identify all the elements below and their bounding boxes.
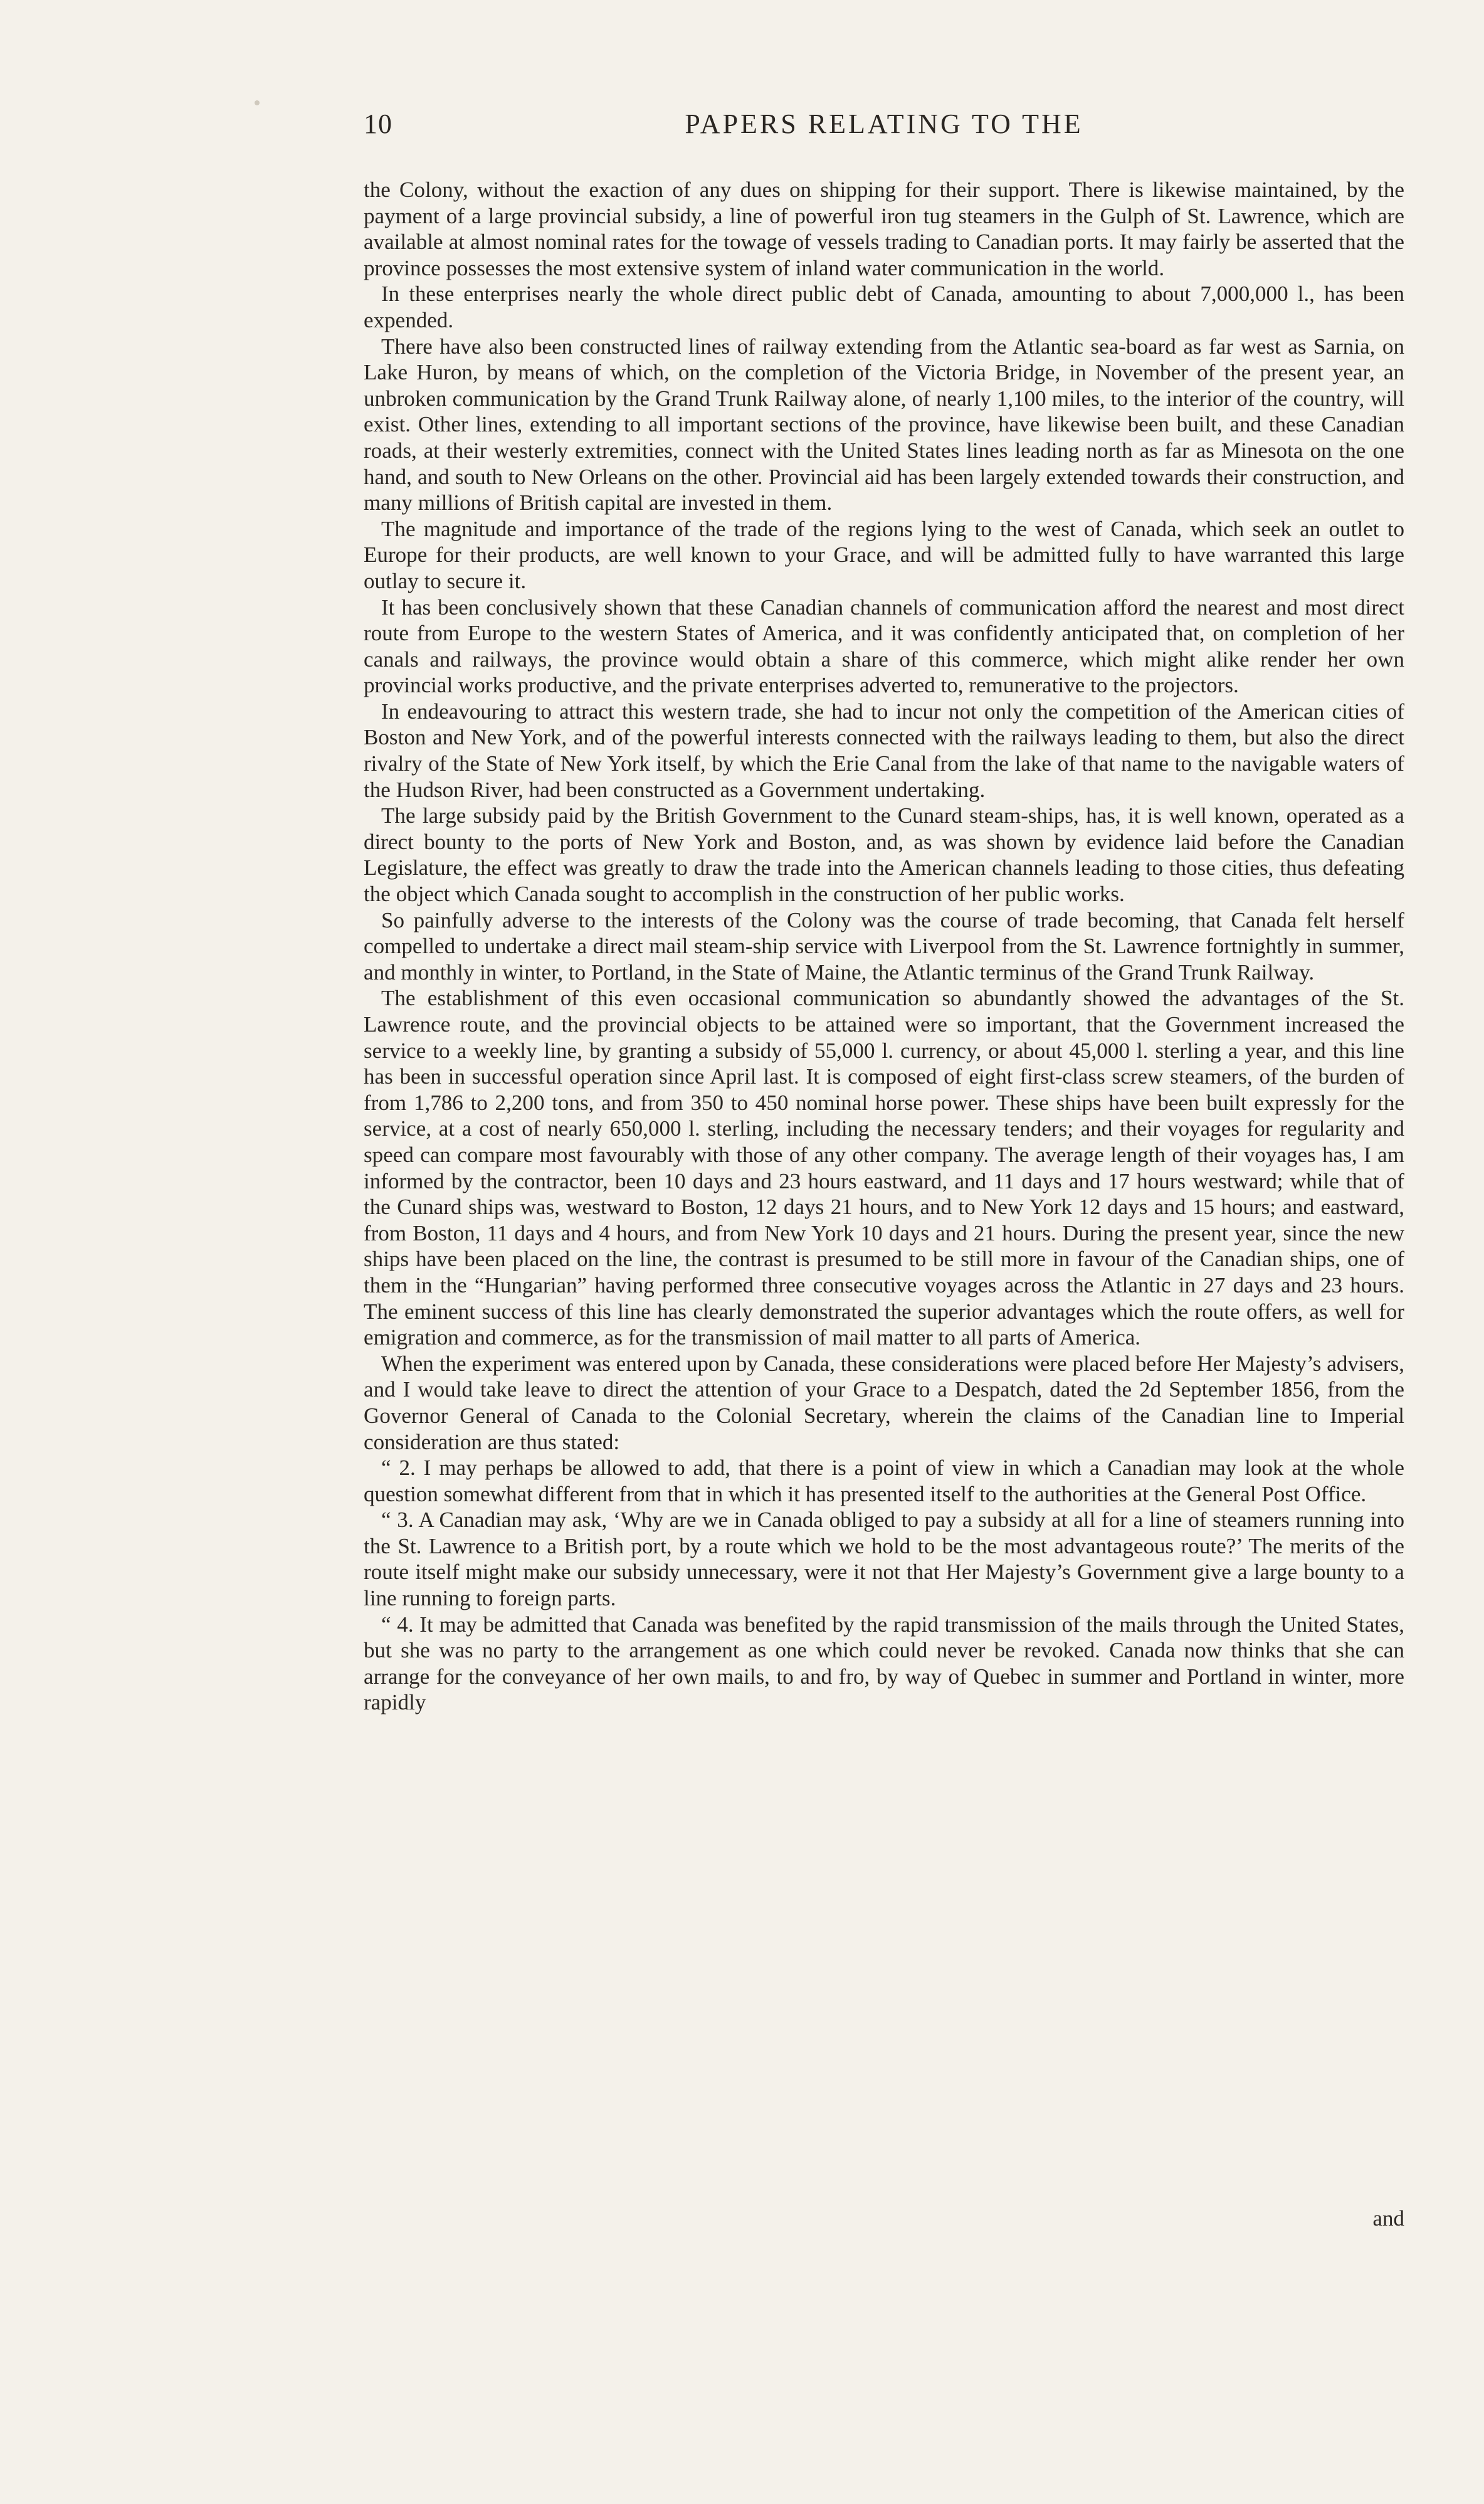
running-head: PAPERS RELATING TO THE: [685, 108, 1083, 139]
paragraph: It has been conclusively shown that these Canadian channels of communication afford the nearest and most direct route from Europe to the western States of America, and it was confidently anticipated that, on completion of her canals and railways, the province would obtain a share of this commerce, which might alike render her own provincial works productive, and the private enterprises adverted to, remunerative to the projectors.: [364, 594, 1404, 698]
paragraph: When the experiment was entered upon by Canada, these considerations were placed before Her Majesty’s advisers, and I would take leave to direct the attention of your Grace to a Despatch, dated the 2d September 1856, from the Governor General of Canada to the Colonial Secretary, wherein the claims of the Canadian line to Imperial consideration are thus stated:: [364, 1351, 1404, 1454]
quoted-paragraph: “ 2. I may perhaps be allowed to add, that there is a point of view in which a Canadian may look at the whole question somewhat different from that in which it has presented itself to the authorities at the General Post Office.: [364, 1455, 1404, 1506]
page-header: [364, 108, 1404, 152]
paper-speck: [255, 100, 260, 105]
paragraph: There have also been constructed lines of railway extending from the Atlantic sea-board as far west as Sarnia, on Lake Huron, by means of which, on the completion of the Victoria Bridge, in November of the present year, an unbroken communication by the Grand Trunk Railway alone, of nearly 1,100 miles, to the interior of the country, will exist. Other lines, extending to all important sections of the province, have likewise been built, and these Canadian roads, at their westerly extremities, connect with the United States lines leading north as far as Minesota on the one hand, and south to New Orleans on the other. Provincial aid has been largely extended towards their construction, and many millions of British capital are invested in them.: [364, 334, 1404, 515]
quoted-paragraph: “ 3. A Canadian may ask, ‘Why are we in Canada obliged to pay a subsidy at all for a line of steamers running into the St. Lawrence to a British port, by a route which we hold to be the most advantageous route?’ The merits of the route itself might make our subsidy unnecessary, were it not that Her Majesty’s Government give a large bounty to a line running to foreign parts.: [364, 1508, 1404, 1611]
body-text: [364, 177, 1404, 1716]
paragraph: The establishment of this even occasional communication so abundantly showed the advantages of the St. Lawrence route, and the provincial objects to be attained were so important, that the Government increased the service to a weekly line, by granting a subsidy of 55,000 l. currency, or about 45,000 l. sterling a year, and this line has been in successful operation since April last. It is composed of eight first-class screw steamers, of the burden of from 1,786 to 2,200 tons, and from 350 to 450 nominal horse power. These ships have been built expressly for the service, at a cost of nearly 650,000 l. sterling, including the necessary tenders; and their voyages for regularity and speed can compare most favourably with those of any other company. The average length of their voyages has, I am informed by the contractor, been 10 days and 23 hours eastward, and 11 days and 17 hours westward; while that of the Cunard ships was, westward to Boston, 12 days 21 hours, and to New York 12 days and 15 hours; and eastward, from Boston, 11 days and 4 hours, and from New York 10 days and 21 hours. During the present year, since the new ships have been placed on the line, the contrast is presumed to be still more in favour of the Canadian ships, one of them in the “Hungarian” having performed three consecutive voyages across the Atlantic in 27 days and 23 hours. The eminent success of this line has clearly demonstrated the superior advantages which the route offers, as well for emigration and commerce, as for the transmission of mail matter to all parts of America.: [364, 986, 1404, 1350]
catchword: and: [1372, 2206, 1404, 2231]
paragraph: So painfully adverse to the interests of the Colony was the course of trade becoming, that Canada felt herself compelled to undertake a direct mail steam-ship service with Liverpool from the St. Lawrence fortnightly in summer, and monthly in winter, to Portland, in the State of Maine, the Atlantic terminus of the Grand Trunk Railway.: [364, 907, 1404, 985]
paragraph: In endeavouring to attract this western trade, she had to incur not only the competition of the American cities of Boston and New York, and of the powerful interests connected with the railways leading to them, but also the direct rivalry of the State of New York itself, by which the Erie Canal from the lake of that name to the navigable waters of the Hudson River, had been constructed as a Government undertaking.: [364, 699, 1404, 802]
page-number: 10: [364, 108, 392, 139]
paragraph: the Colony, without the exaction of any dues on shipping for their support. There is likewise maintained, by the payment of a large provincial subsidy, a line of powerful iron tug steamers in the Gulph of St. Lawrence, which are available at almost nominal rates for the towage of vessels trading to Canadian ports. It may fairly be asserted that the province possesses the most extensive system of inland water communication in the world.: [364, 177, 1404, 280]
paragraph: The magnitude and importance of the trade of the regions lying to the west of Canada, which seek an outlet to Europe for their products, are well known to your Grace, and will be admitted fully to have warranted this large outlay to secure it.: [364, 516, 1404, 593]
paragraph: In these enterprises nearly the whole direct public debt of Canada, amounting to about 7,000,000 l., has been expended.: [364, 282, 1404, 332]
paragraph: The large subsidy paid by the British Government to the Cunard steam-ships, has, it is well known, operated as a direct bounty to the ports of New York and Boston, and, as was shown by evidence laid before the Canadian Legislature, the effect was greatly to draw the trade into the American channels leading to those cities, thus defeating the object which Canada sought to accomplish in the construction of her public works.: [364, 803, 1404, 907]
quoted-paragraph: “ 4. It may be admitted that Canada was benefited by the rapid transmission of the mails through the United States, but she was no party to the arrangement as one which could never be revoked. Canada now thinks that she can arrange for the conveyance of her own mails, to and fro, by way of Quebec in summer and Portland in winter, more rapidly: [364, 1612, 1404, 1715]
